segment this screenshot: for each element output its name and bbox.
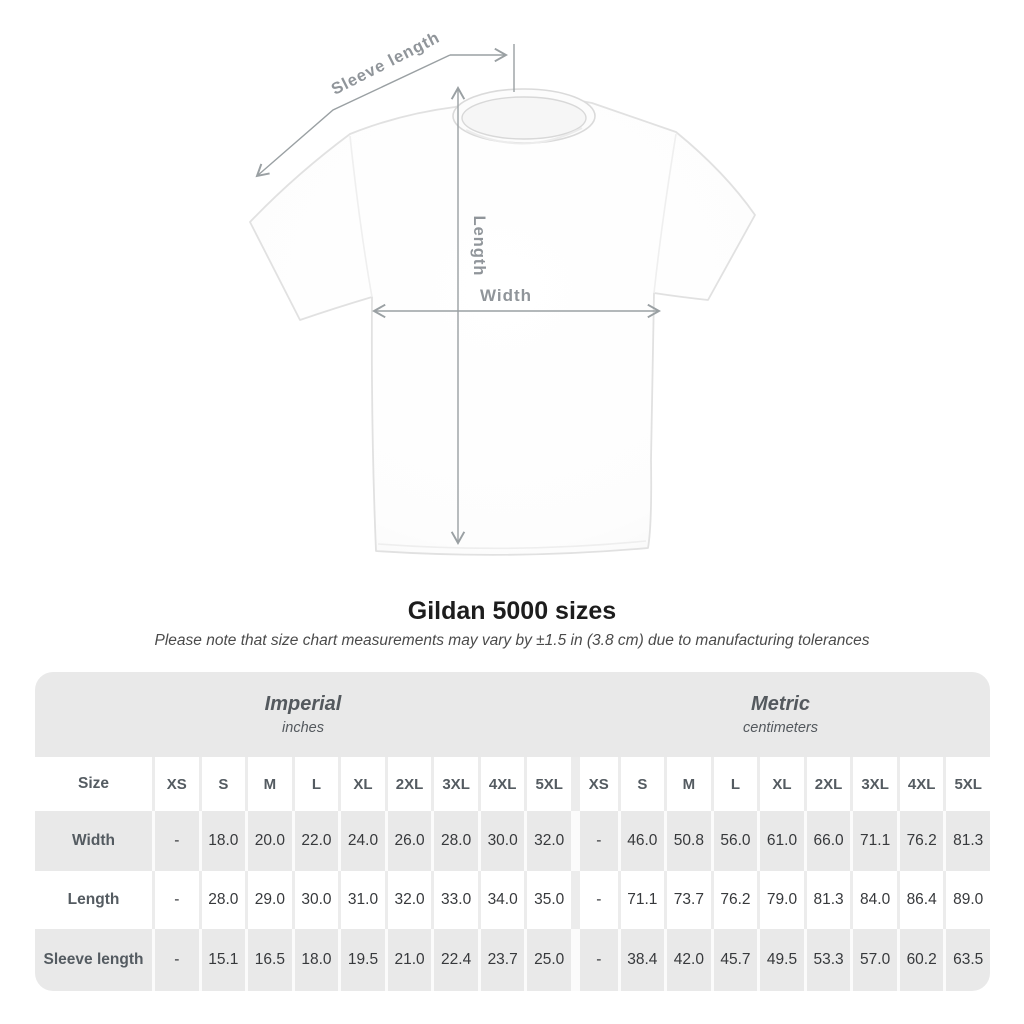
size-col-header: L: [292, 757, 339, 811]
table-row-length: [35, 871, 990, 929]
value-cell: 66.0: [804, 811, 851, 871]
size-header-row: [35, 757, 990, 811]
value-cell: 49.5: [757, 929, 804, 991]
value-cell: 24.0: [338, 811, 385, 871]
sleeve-length-label: Sleeve length: [328, 28, 443, 99]
size-col-header: M: [245, 757, 292, 811]
metric-label: Metric: [751, 693, 810, 715]
size-col-header: 4XL: [897, 757, 944, 811]
size-col-header: XS: [152, 757, 199, 811]
value-cell: 53.3: [804, 929, 851, 991]
size-col-header: XL: [338, 757, 385, 811]
value-cell: 79.0: [757, 871, 804, 929]
value-cell: 38.4: [618, 929, 665, 991]
size-col-header: XS: [571, 757, 618, 811]
value-cell: 15.1: [199, 929, 246, 991]
value-cell: 34.0: [478, 871, 525, 929]
size-col-header: L: [711, 757, 758, 811]
value-cell: 26.0: [385, 811, 432, 871]
value-cell: 32.0: [524, 811, 571, 871]
value-cell: 57.0: [850, 929, 897, 991]
value-cell: 18.0: [199, 811, 246, 871]
size-col-header: S: [618, 757, 665, 811]
width-label: Width: [479, 286, 533, 305]
size-col-header: 3XL: [850, 757, 897, 811]
value-cell: 16.5: [245, 929, 292, 991]
value-cell: -: [571, 811, 618, 871]
value-cell: 22.0: [292, 811, 339, 871]
value-cell: -: [571, 929, 618, 991]
value-cell: 30.0: [478, 811, 525, 871]
value-cell: 33.0: [431, 871, 478, 929]
size-col-header: XL: [757, 757, 804, 811]
value-cell: 76.2: [711, 871, 758, 929]
tshirt-illustration: [250, 89, 755, 555]
value-cell: 86.4: [897, 871, 944, 929]
row-label: Sleeve length: [43, 951, 144, 968]
page-title: Gildan 5000 sizes: [407, 597, 617, 625]
value-cell: 25.0: [524, 929, 571, 991]
value-cell: 35.0: [524, 871, 571, 929]
value-cell: 71.1: [618, 871, 665, 929]
size-col-header: 5XL: [943, 757, 990, 811]
tshirt-silhouette: [250, 96, 755, 554]
size-col-header: 3XL: [431, 757, 478, 811]
value-cell: -: [152, 871, 199, 929]
imperial-label: Imperial: [264, 693, 342, 715]
value-cell: 73.7: [664, 871, 711, 929]
size-col-header: M: [664, 757, 711, 811]
value-cell: 84.0: [850, 871, 897, 929]
size-chart-table: [35, 672, 990, 991]
value-cell: 50.8: [664, 811, 711, 871]
value-cell: 56.0: [711, 811, 758, 871]
value-cell: 89.0: [943, 871, 990, 929]
table-row-width: [35, 811, 990, 871]
value-cell: 31.0: [338, 871, 385, 929]
unit-header-imperial: [35, 672, 571, 757]
value-cell: 30.0: [292, 871, 339, 929]
row-label: Width: [72, 832, 115, 849]
size-col-header: 2XL: [385, 757, 432, 811]
size-col-header: 2XL: [804, 757, 851, 811]
value-cell: 46.0: [618, 811, 665, 871]
value-cell: 19.5: [338, 929, 385, 991]
value-cell: 28.0: [431, 811, 478, 871]
value-cell: 23.7: [478, 929, 525, 991]
value-cell: 32.0: [385, 871, 432, 929]
value-cell: 22.4: [431, 929, 478, 991]
size-col-header: 4XL: [478, 757, 525, 811]
value-cell: -: [571, 871, 618, 929]
value-cell: -: [152, 811, 199, 871]
row-label: Length: [67, 891, 120, 908]
value-cell: -: [152, 929, 199, 991]
unit-header-row: [35, 672, 990, 757]
value-cell: 71.1: [850, 811, 897, 871]
metric-unit-label: centimeters: [743, 720, 818, 736]
value-cell: 28.0: [199, 871, 246, 929]
size-col-header: S: [199, 757, 246, 811]
size-col-header: 5XL: [524, 757, 571, 811]
value-cell: 81.3: [804, 871, 851, 929]
collar-inner: [462, 97, 586, 139]
value-cell: 42.0: [664, 929, 711, 991]
tolerance-note: Please note that size chart measurements may vary by ±1.5 in (3.8 cm) due to manufacturing tolerances: [154, 632, 870, 649]
value-cell: 45.7: [711, 929, 758, 991]
value-cell: 63.5: [943, 929, 990, 991]
size-row-label: Size: [77, 775, 109, 792]
value-cell: 81.3: [943, 811, 990, 871]
value-cell: 21.0: [385, 929, 432, 991]
value-cell: 29.0: [245, 871, 292, 929]
value-cell: 60.2: [897, 929, 944, 991]
table-row-sleeve-length: [35, 929, 990, 991]
value-cell: 18.0: [292, 929, 339, 991]
value-cell: 76.2: [897, 811, 944, 871]
unit-header-metric: [571, 672, 990, 757]
value-cell: 61.0: [757, 811, 804, 871]
length-label: Length: [470, 215, 488, 277]
imperial-unit-label: inches: [282, 720, 324, 736]
value-cell: 20.0: [245, 811, 292, 871]
